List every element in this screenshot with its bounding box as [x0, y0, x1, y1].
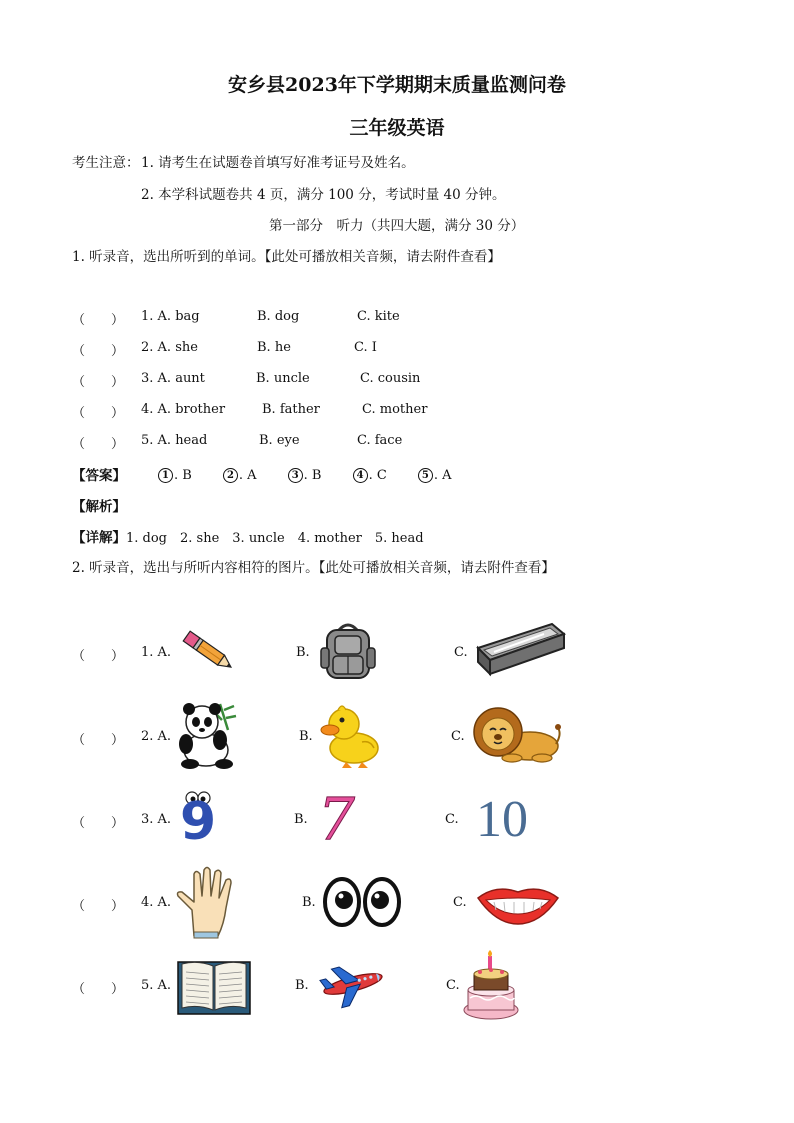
detail-line — [72, 526, 424, 546]
q1-row3-paren[interactable]: （ ） — [72, 375, 125, 390]
answer-item — [223, 468, 257, 483]
number-seven-icon — [316, 785, 366, 853]
q1-row4-option-a: 4. A. brother — [141, 402, 226, 417]
exam-title: 安乡县2023年下学期期末质量监测问卷 — [228, 74, 566, 96]
q2-row2-paren[interactable]: （ ） — [72, 733, 125, 748]
q2-row3-option-b: B. — [294, 812, 308, 827]
q1-row1-paren[interactable]: （ ） — [72, 313, 125, 328]
pencil-icon — [178, 626, 238, 676]
q1-row4-option-b: B. father — [262, 402, 320, 417]
analysis-label: 【解析】 — [72, 499, 126, 515]
backpack-icon — [319, 620, 377, 682]
digit-seven: 7 — [318, 785, 355, 853]
answer-item — [158, 468, 192, 483]
answer-value: . B — [303, 468, 322, 483]
q1-row2-paren[interactable]: （ ） — [72, 344, 125, 359]
q1-row5-option-c: C. face — [357, 433, 403, 448]
plane-icon — [320, 962, 386, 1006]
q1-row5-option-b: B. eye — [259, 433, 300, 448]
book-icon — [176, 958, 252, 1016]
circled-number: 5 — [418, 468, 433, 483]
q1-row5-option-a: 5. A. head — [141, 433, 208, 448]
answer-list — [158, 464, 478, 483]
q2-row2-option-b: B. — [299, 729, 313, 744]
mouth-icon — [476, 884, 560, 926]
q1-row1-option-b: B. dog — [257, 309, 300, 324]
circled-number: 3 — [288, 468, 303, 483]
q1-row3-option-b: B. uncle — [256, 371, 310, 386]
q2-row3-option-c: C. — [445, 812, 459, 827]
number-ten-icon — [476, 792, 536, 848]
pencil-case-icon — [474, 618, 566, 684]
q2-row1-option-b: B. — [296, 645, 310, 660]
answer-value: . A — [433, 468, 452, 483]
q2-row3-option-a: 3. A. — [141, 812, 172, 827]
q1-row4-option-c: C. mother — [362, 402, 428, 417]
notice-line-2: 2. 本学科试题卷共 4 页，满分 100 分，考试时量 40 分钟。 — [141, 187, 506, 203]
detail-text: 1. dog 2. she 3. uncle 4. mother 5. head — [126, 531, 424, 546]
notice-label: 考生注意： — [72, 155, 140, 171]
q2-row4-paren[interactable]: （ ） — [72, 899, 125, 914]
q1-row3-option-a: 3. A. aunt — [141, 371, 205, 386]
digit-ten: 10 — [476, 791, 528, 848]
answer-value: . A — [238, 468, 257, 483]
q1-row2-option-a: 2. A. she — [141, 340, 198, 355]
q2-row4-option-c: C. — [453, 895, 467, 910]
q2-row1-paren[interactable]: （ ） — [72, 649, 125, 664]
q1-row2-option-b: B. he — [257, 340, 291, 355]
q2-row3-paren[interactable]: （ ） — [72, 816, 125, 831]
lion-icon — [472, 704, 562, 766]
q1-row4-paren[interactable]: （ ） — [72, 406, 125, 421]
q1-row2-option-c: C. I — [354, 340, 377, 355]
circled-number: 4 — [353, 468, 368, 483]
q1-row5-paren[interactable]: （ ） — [72, 437, 125, 452]
detail-label: 【详解】 — [72, 530, 126, 546]
answer-item — [288, 468, 322, 483]
q1-row1-option-c: C. kite — [357, 309, 400, 324]
answer-item — [353, 468, 387, 483]
exam-subtitle: 三年级英语 — [349, 117, 445, 139]
q1-heading: 1. 听录音，选出所听到的单词。【此处可播放相关音频，请去附件查看】 — [72, 249, 501, 265]
q2-row5-paren[interactable]: （ ） — [72, 982, 125, 997]
hand-icon — [174, 866, 244, 938]
q1-row1-option-a: 1. A. bag — [141, 309, 200, 324]
notice-line-1: 1. 请考生在试题卷首填写好准考证号及姓名。 — [141, 155, 415, 171]
answer-value: . C — [368, 468, 387, 483]
q2-row2-option-c: C. — [451, 729, 465, 744]
q2-row1-option-c: C. — [454, 645, 468, 660]
duck-icon — [322, 704, 382, 770]
circled-number: 2 — [223, 468, 238, 483]
circled-number: 1 — [158, 468, 173, 483]
q1-row3-option-c: C. cousin — [360, 371, 421, 386]
cake-icon — [462, 950, 520, 1022]
panda-icon — [176, 700, 240, 770]
answer-value: . B — [174, 468, 192, 483]
q2-row5-option-b: B. — [295, 978, 309, 993]
q2-row1-option-a: 1. A. — [141, 645, 172, 660]
eyes-icon — [323, 876, 403, 928]
number-nine-icon — [178, 790, 218, 852]
q2-row4-option-b: B. — [302, 895, 316, 910]
q2-row5-option-c: C. — [446, 978, 460, 993]
q2-row5-option-a: 5. A. — [141, 978, 172, 993]
answer-label: 【答案】 — [72, 468, 126, 484]
q2-heading: 2. 听录音，选出与所听内容相符的图片。【此处可播放相关音频，请去附件查看】 — [72, 560, 555, 576]
digit-nine: 9 — [180, 792, 217, 852]
q2-row4-option-a: 4. A. — [141, 895, 172, 910]
answer-item — [418, 468, 452, 483]
q2-row2-option-a: 2. A. — [141, 729, 172, 744]
part-title: 第一部分 听力（共四大题，满分 30 分） — [269, 218, 525, 234]
